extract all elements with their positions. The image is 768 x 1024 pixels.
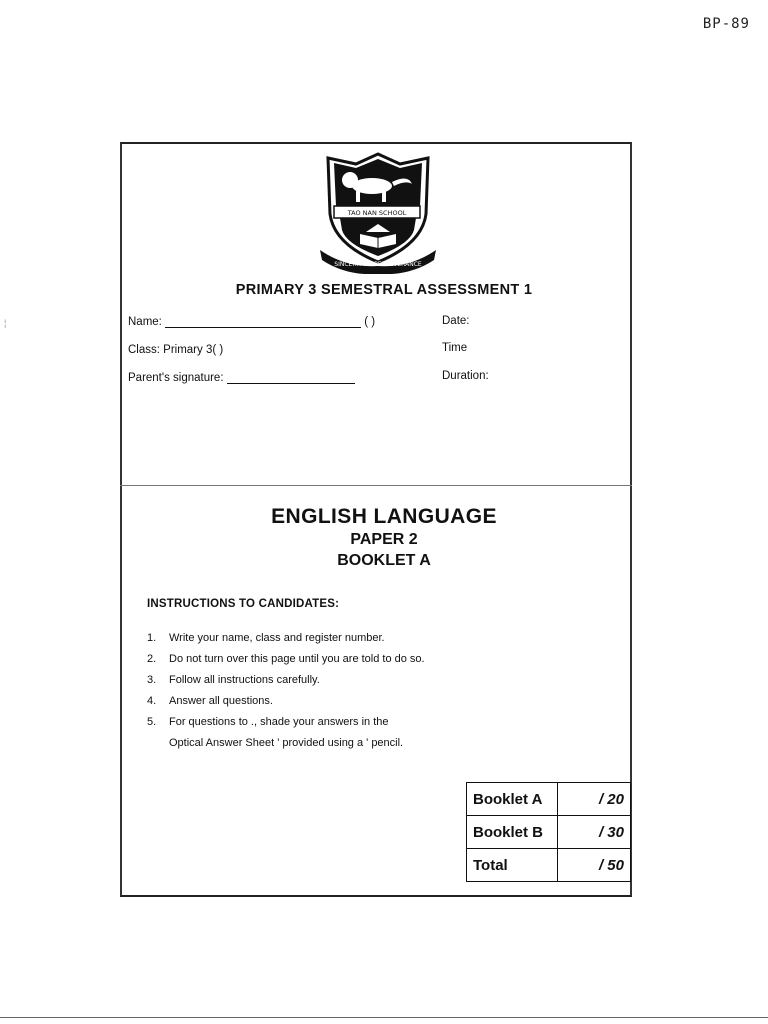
instruction-text: Do not turn over this page until you are told to do so. — [169, 653, 425, 665]
instructions-heading: INSTRUCTIONS TO CANDIDATES: — [147, 598, 340, 610]
score-row-booklet-a — [467, 783, 631, 816]
instruction-text: For questions to ., shade your answers in the — [169, 716, 389, 728]
parent-signature-label: Parent's signature: — [128, 372, 224, 384]
assessment-title: PRIMARY 3 SEMESTRAL ASSESSMENT 1 — [235, 282, 533, 298]
page-code: BP-89 — [702, 16, 750, 32]
paper-number: PAPER 2 — [350, 531, 418, 548]
instruction-item — [147, 695, 425, 716]
name-field[interactable] — [128, 315, 375, 328]
score-value: / 50 — [558, 849, 631, 882]
instruction-text: Follow all instructions carefully. — [169, 674, 320, 686]
instruction-text: Optical Answer Sheet ' provided using a ' pencil. — [169, 737, 404, 749]
booklet-name: BOOKLET A — [337, 552, 431, 569]
parent-signature-field[interactable] — [128, 371, 355, 384]
class-label: Class: Primary 3( ) — [128, 344, 224, 356]
scan-edge-line — [0, 1017, 768, 1018]
instruction-item — [147, 716, 425, 737]
register-bracket: ( ) — [364, 316, 376, 328]
school-crest-icon — [316, 152, 440, 274]
score-label: Total — [467, 849, 558, 882]
time-label: Time — [442, 342, 468, 354]
instruction-text: Answer all questions. — [169, 695, 273, 707]
instructions-list — [147, 632, 425, 758]
name-line — [165, 315, 361, 328]
subject-title: ENGLISH LANGUAGE — [271, 505, 497, 528]
instruction-item — [147, 737, 425, 758]
score-row-booklet-b — [467, 816, 631, 849]
duration-label: Duration: — [442, 370, 489, 382]
instruction-item — [147, 674, 425, 695]
date-label: Date: — [442, 315, 470, 327]
score-value: / 30 — [558, 816, 631, 849]
section-divider — [120, 485, 632, 486]
score-label: Booklet B — [467, 816, 558, 849]
instruction-number: 3. — [147, 674, 157, 686]
instruction-item — [147, 653, 425, 674]
instruction-number: 4. — [147, 695, 157, 707]
scan-mark: ¦ — [4, 318, 7, 328]
crest-banner-text: TAO NAN SCHOOL — [347, 209, 407, 217]
signature-line — [227, 371, 355, 384]
instruction-number — [147, 737, 169, 758]
instruction-text: Write your name, class and register number. — [169, 632, 385, 644]
score-row-total — [467, 849, 631, 882]
instruction-number: 2. — [147, 653, 157, 665]
instruction-item — [147, 632, 425, 653]
name-label: Name: — [128, 316, 162, 328]
instruction-number: 1. — [147, 632, 157, 644]
instruction-number: 5. — [147, 716, 157, 728]
score-table — [466, 782, 631, 882]
crest-motto-text: SINCERITY & PERSEVERANCE — [334, 261, 422, 268]
score-value: / 20 — [558, 783, 631, 816]
score-label: Booklet A — [467, 783, 558, 816]
